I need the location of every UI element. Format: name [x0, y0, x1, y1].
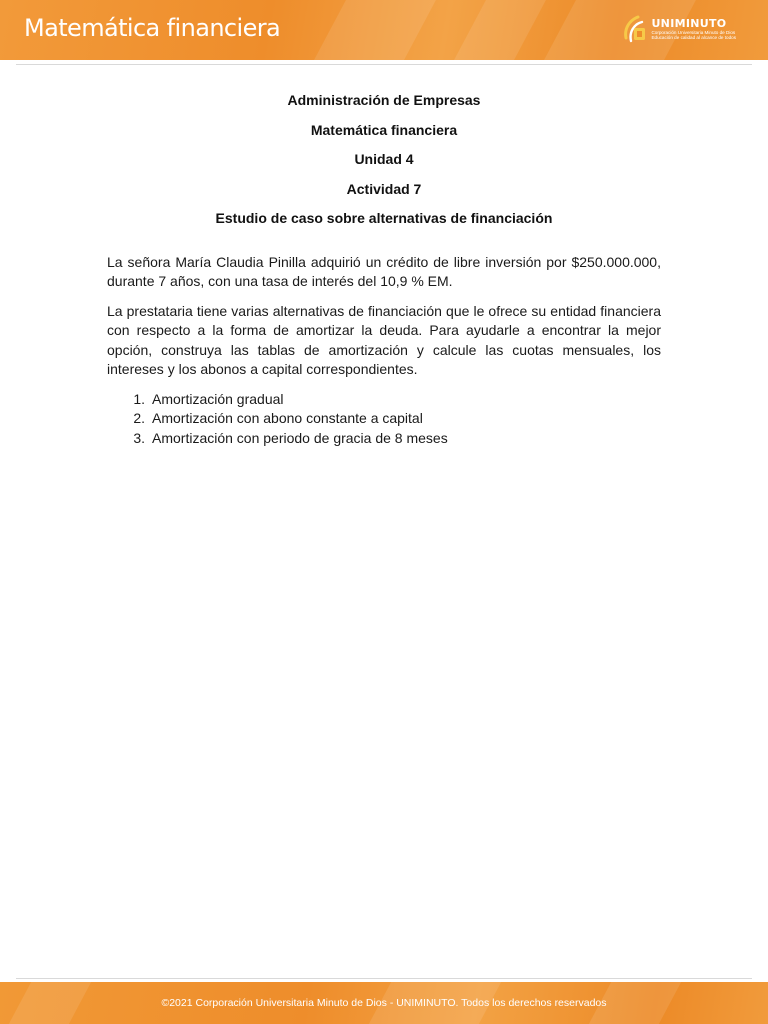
- list-item-number: 1.: [133, 390, 145, 407]
- list-item: [107, 390, 661, 410]
- uniminuto-emblem-icon: [622, 14, 648, 44]
- case-study-heading: Estudio de caso sobre alternativas de financiación: [215, 210, 553, 227]
- uniminuto-logo: [622, 11, 736, 47]
- header-title: Matemática financiera: [24, 14, 281, 42]
- program-heading: Administración de Empresas: [287, 92, 481, 108]
- list-item-text: Amortización gradual: [152, 390, 284, 407]
- list-item-text: Amortización con periodo de gracia de 8 meses: [152, 429, 448, 446]
- list-item: [107, 409, 661, 429]
- list-item-number: 2.: [133, 410, 145, 427]
- page-footer: [0, 982, 768, 1024]
- logo-text: [651, 18, 736, 41]
- unit-heading: Unidad 4: [354, 151, 414, 168]
- document-headings: [107, 91, 661, 239]
- logo-subtitle: Corporación Universitaria Minuto de Dios: [651, 29, 736, 35]
- case-description-paragraph: La señora María Claudia Pinilla adquirió un crédito de libre inversión por $250.000.000, durante 7 años, con una tasa de interés del 10,9 % EM.: [107, 253, 661, 290]
- footer-divider: [16, 978, 752, 979]
- course-heading: Matemática financiera: [310, 121, 458, 138]
- page-header: [0, 0, 768, 60]
- copyright-text: ©2021 Corporación Universitaria Minuto de Dios - UNIMINUTO. Todos los derechos reservados: [161, 997, 607, 1009]
- logo-name: UNIMINUTO: [651, 16, 727, 30]
- list-item-number: 3.: [133, 429, 145, 446]
- instructions-paragraph: La prestataria tiene varias alternativas de financiación que le ofrece su entidad financiera con respecto a la forma de amortizar la deuda. Para ayudarle a encontrar la mejor opción, construya las tablas de amortización y calcule las cuotas mensuales, los intereses y los abonos a capital correspondientes.: [107, 302, 661, 378]
- header-divider: [16, 64, 752, 65]
- list-item: [107, 429, 661, 449]
- list-item-text: Amortización con abono constante a capital: [152, 410, 423, 427]
- header-decoration: [314, 0, 436, 60]
- header-decoration: [454, 0, 546, 60]
- amortization-options-list: [107, 390, 661, 449]
- document-body: [107, 91, 661, 448]
- activity-heading: Actividad 7: [346, 180, 422, 197]
- logo-tagline: Educación de calidad al alcance de todos: [651, 35, 736, 40]
